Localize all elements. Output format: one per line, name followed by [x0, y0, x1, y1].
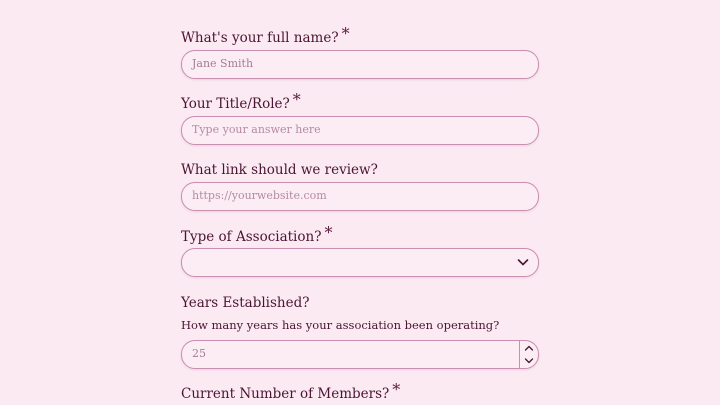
full-name-label — [181, 24, 539, 47]
required-asterisk: * — [341, 24, 350, 43]
chevron-down-icon[interactable] — [523, 356, 535, 366]
association-type-label — [181, 223, 539, 246]
title-role-placeholder: Type your answer here — [192, 123, 321, 136]
full-name-input[interactable] — [181, 50, 539, 79]
association-type-label-text: Type of Association? — [181, 229, 322, 245]
years-established-field — [181, 294, 539, 360]
required-asterisk: * — [292, 90, 301, 109]
years-established-help: How many years has your association been operating? — [181, 318, 500, 332]
years-stepper[interactable] — [519, 341, 538, 368]
current-members-field — [181, 380, 539, 403]
required-asterisk: * — [324, 223, 333, 242]
link-placeholder: https://yourwebsite.com — [192, 189, 327, 202]
title-role-input[interactable] — [181, 116, 539, 145]
link-field — [181, 161, 539, 202]
required-asterisk: * — [392, 380, 401, 399]
association-type-field — [181, 223, 539, 246]
current-members-label-text: Current Number of Members? — [181, 386, 390, 402]
link-label: What link should we review? — [181, 162, 378, 178]
current-members-label — [181, 380, 539, 403]
full-name-label-text: What's your full name? — [181, 30, 339, 46]
association-type-select[interactable] — [181, 248, 539, 277]
full-name-field — [181, 24, 539, 70]
years-established-value: 25 — [192, 347, 206, 360]
title-role-label-text: Your Title/Role? — [181, 96, 290, 112]
title-role-field — [181, 90, 539, 136]
chevron-up-icon[interactable] — [523, 343, 535, 353]
chevron-down-icon — [517, 256, 529, 268]
link-input[interactable] — [181, 182, 539, 211]
full-name-value: Jane Smith — [192, 57, 254, 70]
years-established-label: Years Established? — [181, 295, 310, 311]
title-role-label — [181, 90, 539, 113]
years-established-input[interactable] — [181, 340, 539, 369]
